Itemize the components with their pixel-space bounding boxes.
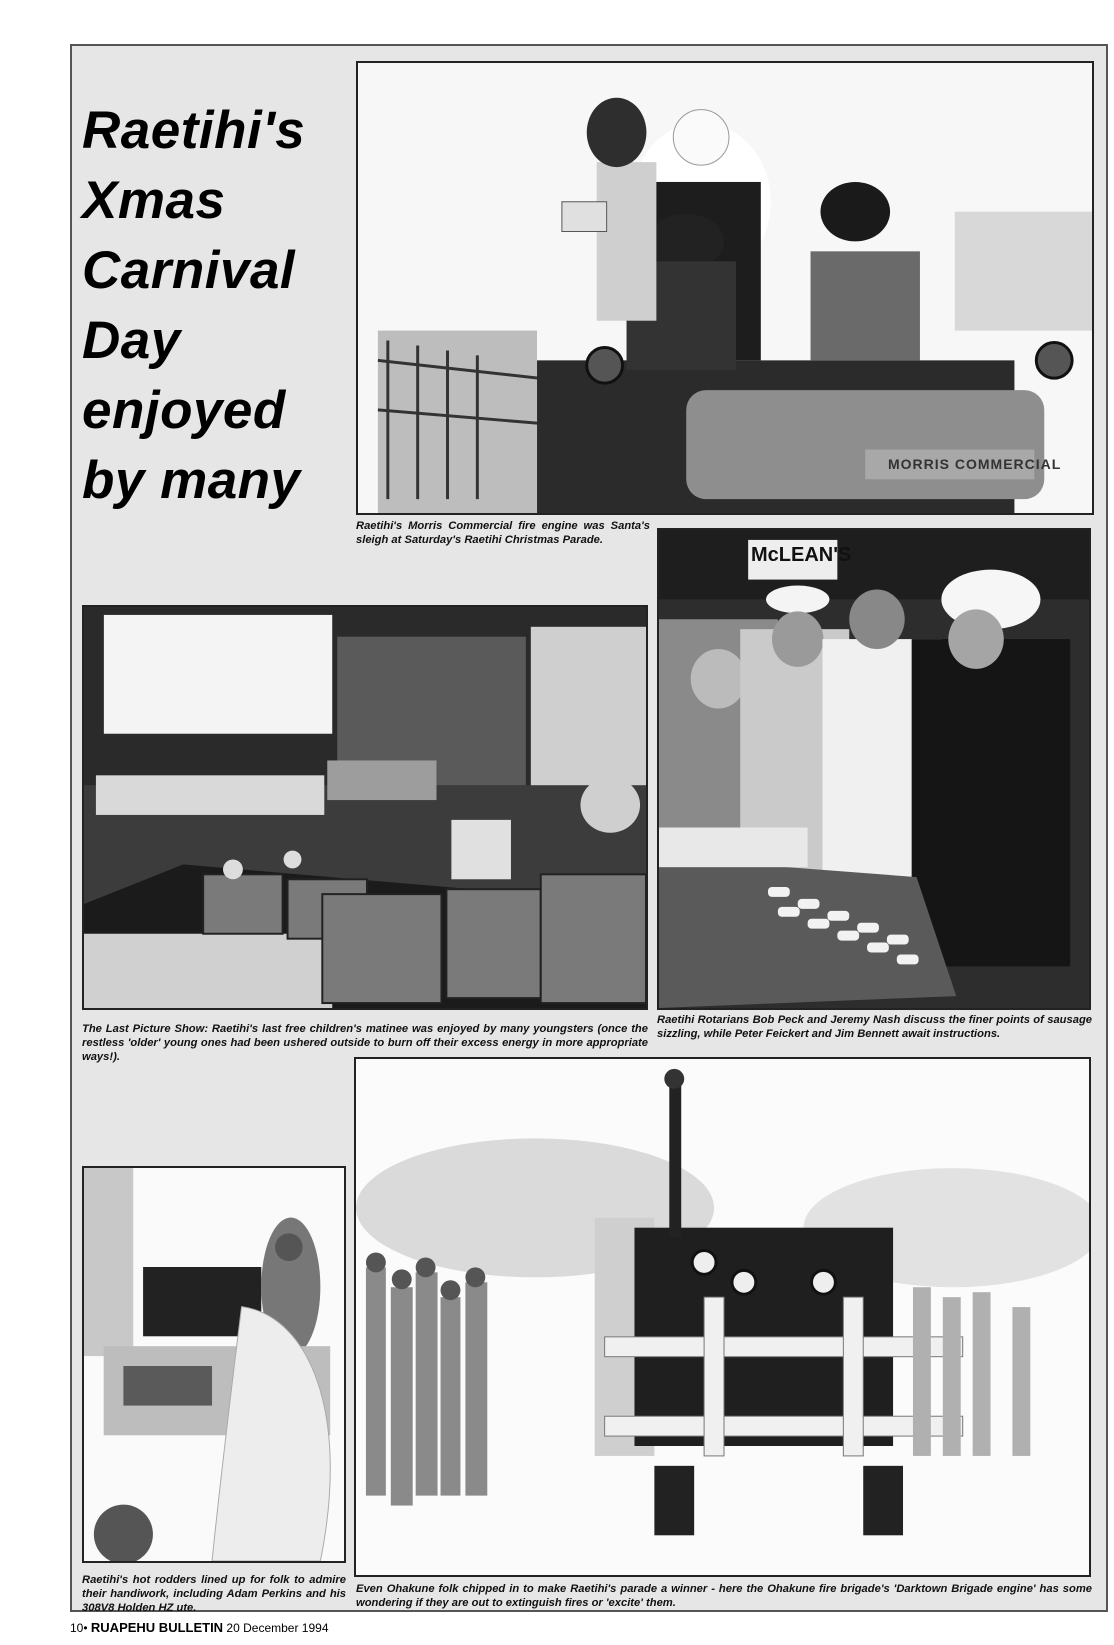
photo-ohakune-engine xyxy=(354,1057,1091,1577)
headline-line: enjoyed xyxy=(82,381,286,440)
headline-line: by many xyxy=(82,451,301,510)
fire-engine-illustration xyxy=(358,63,1092,513)
headline-line: Day xyxy=(82,311,181,370)
caption-rotarians: Raetihi Rotarians Bob Peck and Jeremy Nash discuss the finer points of sausage sizzling, while Peter Feickert and Jim Bennett await instructions. xyxy=(657,1014,1092,1040)
page-number: 10 xyxy=(70,1621,84,1635)
photo-fire-engine-santa xyxy=(356,61,1094,515)
headline-line: Carnival xyxy=(82,241,296,300)
headline-line: Xmas xyxy=(82,171,226,230)
storefront-sign-text: McLEAN'S xyxy=(751,544,852,566)
publication-date: 20 December 1994 xyxy=(226,1621,329,1635)
caption-fire-engine-santa: Raetihi's Morris Commercial fire engine was Santa's sleigh at Saturday's Raetihi Christmas Parade. xyxy=(356,520,650,546)
caption-ohakune-engine: Even Ohakune folk chipped in to make Raetihi's parade a winner - here the Ohakune fire brigade's 'Darktown Brigade engine' has some wondering if they are out to extinguish fires or 'excite' them. xyxy=(356,1583,1092,1609)
photo-rotarians xyxy=(657,528,1091,1010)
cinema-illustration xyxy=(84,607,646,1008)
article-headline xyxy=(82,96,352,516)
headline-line: Raetihi's xyxy=(82,101,306,160)
photo-hot-rodders xyxy=(82,1166,346,1563)
footer-bullet: • xyxy=(83,1621,88,1635)
rotarians-illustration xyxy=(659,530,1089,1008)
ohakune-engine-illustration xyxy=(356,1059,1089,1575)
publication-name: RUAPEHU BULLETIN xyxy=(90,1620,224,1635)
photo-cinema xyxy=(82,605,648,1010)
caption-hot-rodders: Raetihi's hot rodders lined up for folk to admire their handiwork, including Adam Perkins and his 308V8 Holden HZ ute. xyxy=(82,1574,346,1614)
hot-rodders-illustration xyxy=(84,1168,344,1561)
caption-cinema: The Last Picture Show: Raetihi's last free children's matinee was enjoyed by many youngsters (once the restless 'older' young ones had been ushered outside to burn off their excess energy in more appropriate ways!). xyxy=(82,1023,648,1063)
engine-badge-text: MORRIS COMMERCIAL xyxy=(888,456,1062,472)
page-footer xyxy=(70,1620,329,1635)
